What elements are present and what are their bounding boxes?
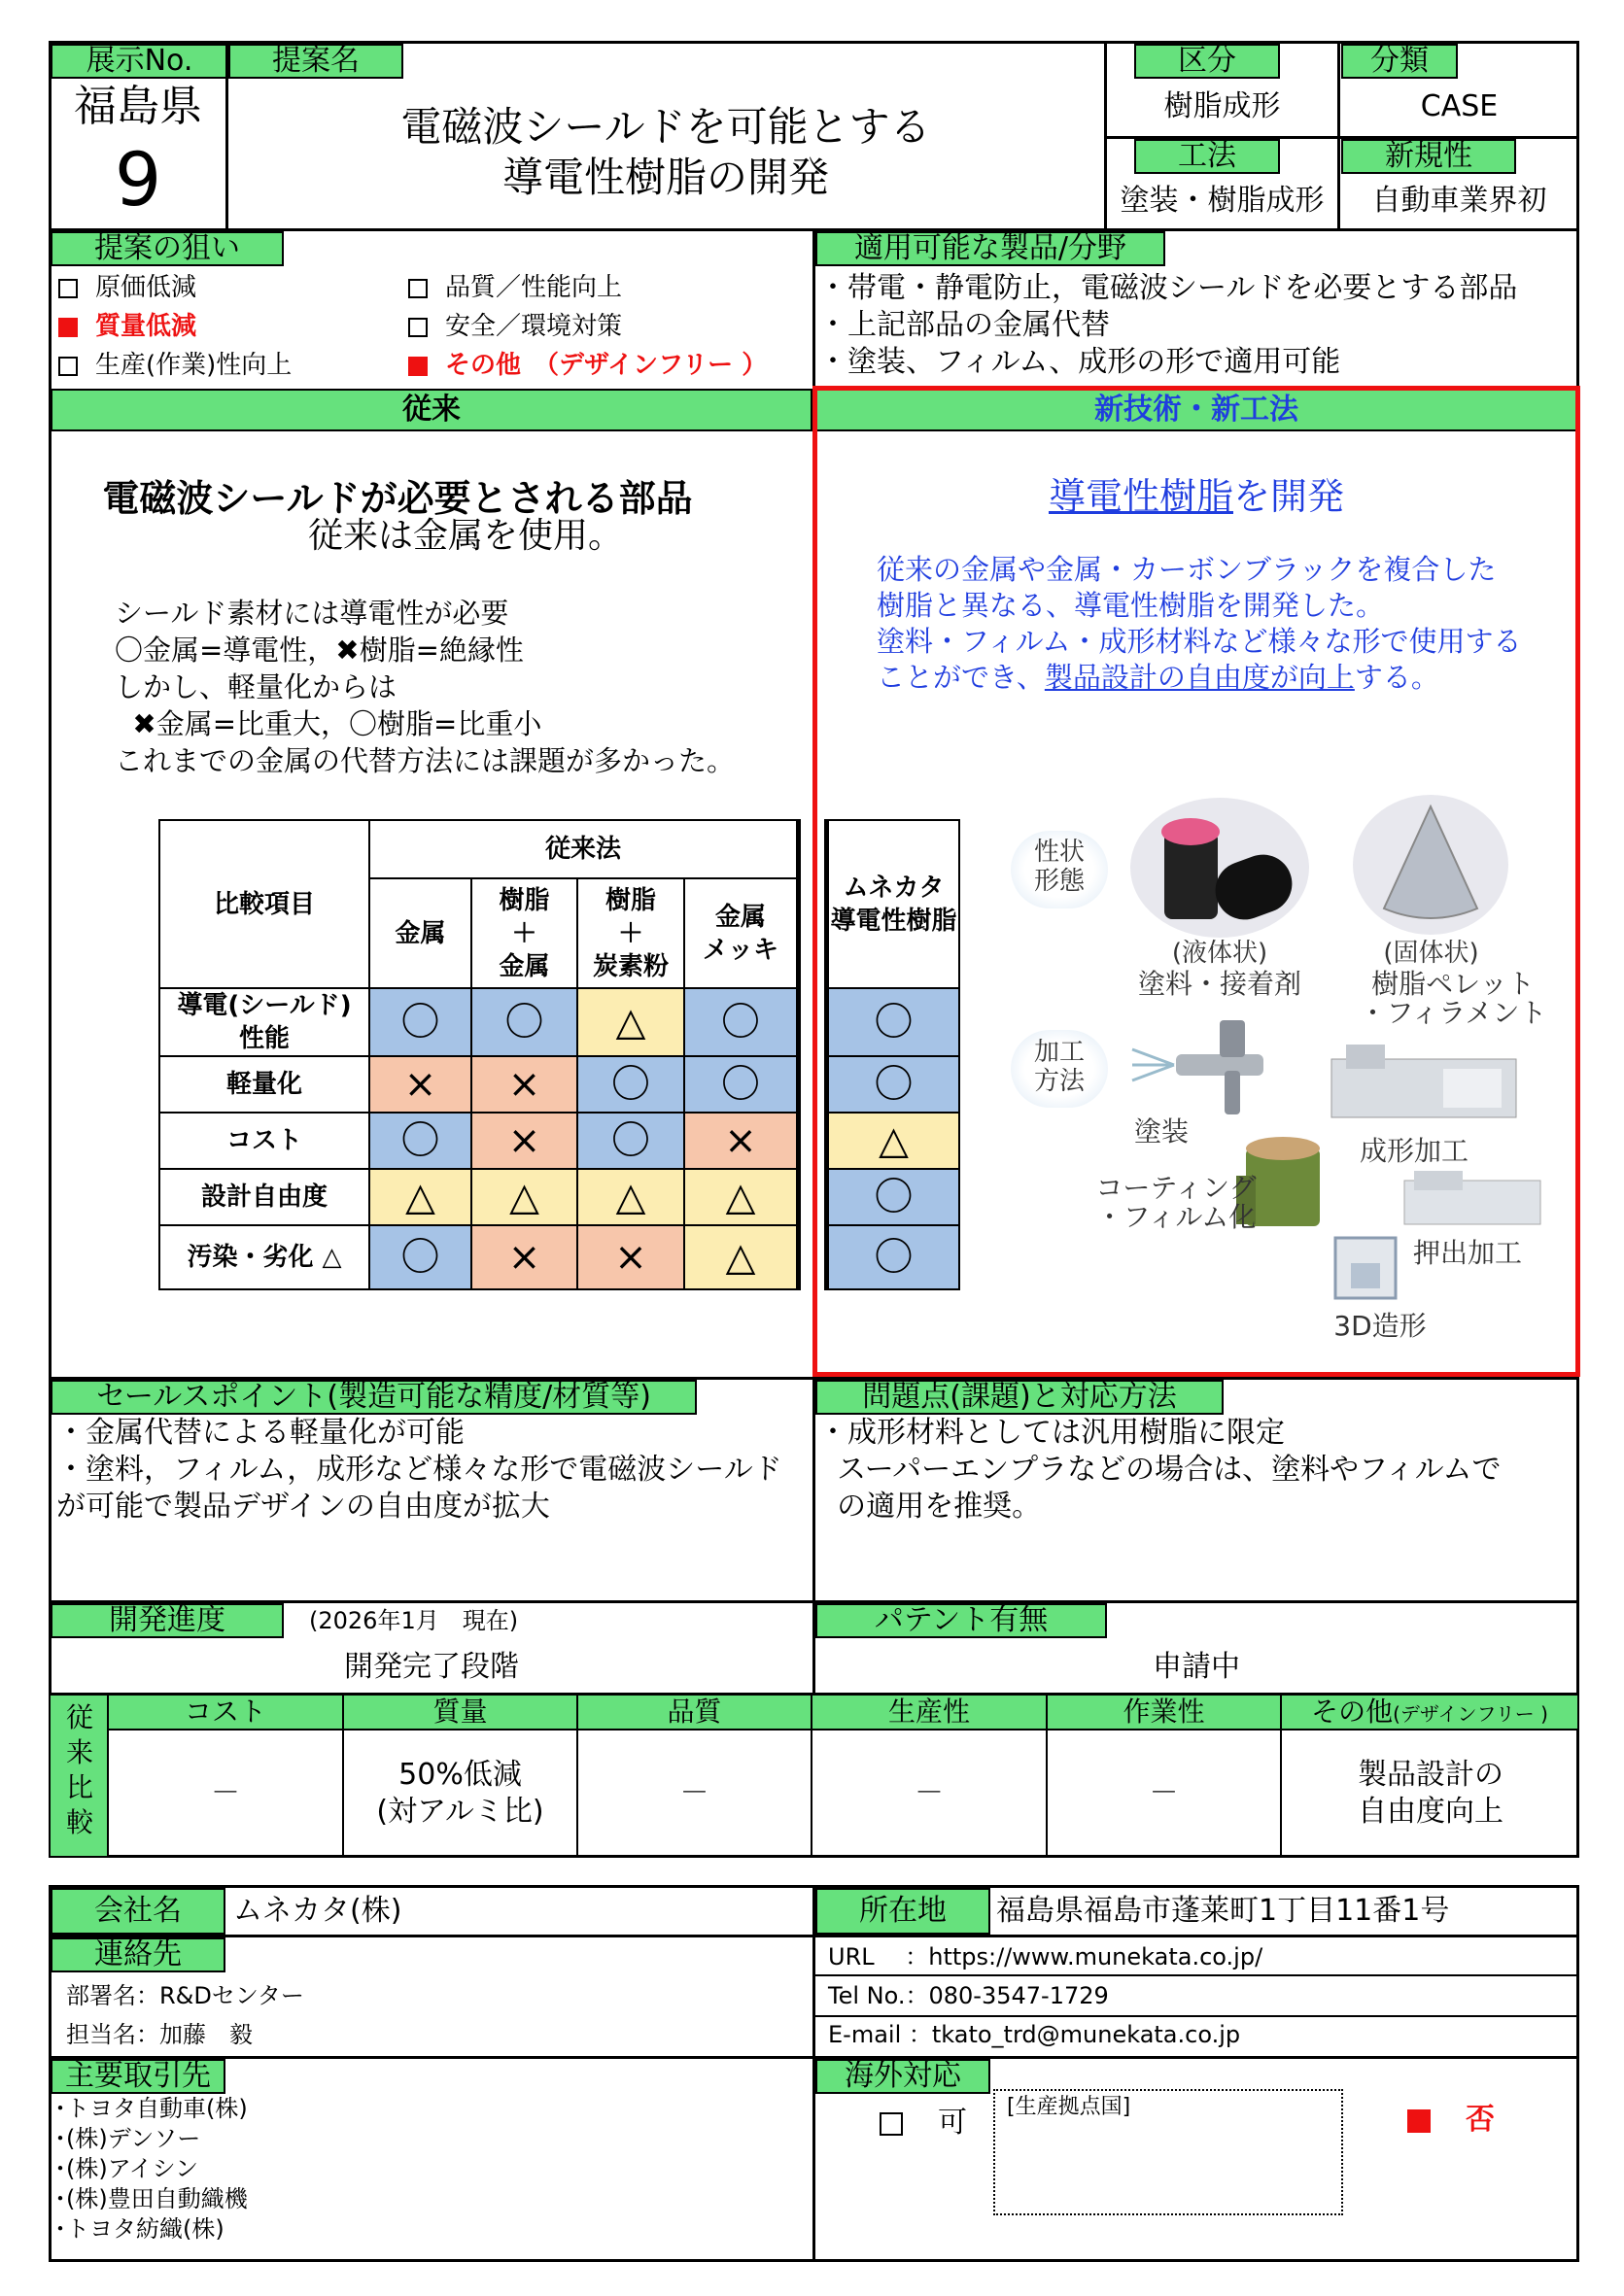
aims-item-3: [408, 309, 622, 344]
extruder-icon: [1399, 1166, 1545, 1234]
table-cell: 〇: [470, 987, 578, 1057]
checkbox-icon: [880, 2112, 903, 2136]
process-value: 塗装・樹脂成形: [1120, 184, 1325, 218]
category-label: 区分: [1134, 44, 1280, 79]
conventional-body-line: しかし、軽量化からは: [115, 670, 397, 703]
location: 福島県福島市蓬莱町1丁目11番1号: [996, 1894, 1450, 1928]
comparison-header-label: 生産性: [887, 1696, 970, 1728]
checkbox-icon: [408, 318, 428, 337]
comparison-value: －: [812, 1731, 1048, 1856]
table-col-header: 金属 メッキ: [683, 877, 798, 989]
table-cell: 〇: [576, 1055, 685, 1114]
table-cell: ×: [470, 1224, 578, 1290]
aims-item-label: 原価低減: [95, 273, 197, 302]
table-new-cell: 〇: [827, 1055, 960, 1114]
classification-value: CASE: [1420, 89, 1499, 123]
customer-item: ･(株)豊田自動織機: [54, 2185, 248, 2212]
aims-item-label: 質量低減: [95, 312, 197, 341]
progress-label: 開発進度: [51, 1603, 284, 1638]
comparison-header-label: その他: [1311, 1696, 1394, 1728]
liquid-jar-image: [1127, 795, 1312, 941]
table-col-header: 樹脂 ＋ 金属: [470, 877, 578, 989]
table-new-header: ムネカタ 導電性樹脂: [827, 819, 960, 989]
applicable-line-2: ・塗装、フィルム、成形の形で適用可能: [818, 345, 1341, 379]
table-row-label: 導電(シールド) 性能: [158, 987, 370, 1057]
overseas-no-label: 否: [1466, 2103, 1495, 2137]
issues-label: 問題点(課題)と対応方法: [815, 1380, 1224, 1415]
overseas-no[interactable]: [1407, 2102, 1495, 2139]
table-cell: △: [683, 1224, 798, 1290]
extrusion-label: 押出加工: [1412, 1237, 1522, 1269]
spray-gun-icon: [1127, 1011, 1293, 1117]
customers-list: [54, 2094, 248, 2245]
table-cell: ×: [683, 1112, 798, 1170]
sales-point-line: が可能で製品デザインの自由度が拡大: [56, 1490, 550, 1524]
patent-label: パテント有無: [815, 1603, 1107, 1638]
aims-item-1: [408, 270, 622, 305]
exhibit-no-label: 展示No.: [51, 44, 228, 79]
table-row-label: コスト: [158, 1112, 370, 1170]
person: 担当名：加藤 毅: [66, 2021, 253, 2048]
checked-box-icon: [408, 357, 428, 376]
novelty-value: 自動車業界初: [1371, 184, 1547, 218]
table-cell: 〇: [368, 987, 472, 1057]
table-new-cell: 〇: [827, 1168, 960, 1226]
conventional-heading2: 従来は金属を使用。: [307, 516, 623, 556]
customers-label: 主要取引先: [51, 2059, 225, 2094]
table-new-cell: 〇: [827, 987, 960, 1057]
table-cell: 〇: [368, 1224, 472, 1290]
applicable-line-1: ・上記部品の金属代替: [818, 308, 1110, 342]
coating-label: コーティング ・フィルム化: [1095, 1172, 1257, 1233]
painting-label: 塗装: [1133, 1115, 1189, 1148]
customer-item: ･トヨタ自動車(株): [54, 2095, 248, 2122]
comparison-header: [1048, 1696, 1282, 1731]
table-new-cell: 〇: [827, 1224, 960, 1290]
comparison-side-text: 従 来 比 較: [65, 1701, 93, 1838]
heading-link[interactable]: 導電性樹脂: [1048, 475, 1233, 518]
progress-status: 開発完了段階: [344, 1650, 519, 1684]
overseas-yes[interactable]: [880, 2105, 967, 2142]
customer-item: ･(株)アイシン: [54, 2155, 198, 2182]
table-cell: 〇: [683, 1055, 798, 1114]
conventional-body: [115, 595, 735, 779]
process-method-label: 加工 方法: [1033, 1038, 1085, 1096]
sales-point-line: ・塗料，フィルム，成形など様々な形で電磁波シールド: [56, 1453, 782, 1487]
aims-item-label: 品質／性能向上: [445, 273, 623, 302]
table-col-header: 樹脂 ＋ 炭素粉: [576, 877, 685, 989]
liquid-label: (液体状): [1171, 939, 1268, 968]
table-item-header: 比較項目: [158, 819, 370, 989]
proposal-title-line1: 電磁波シールドを可能とする: [400, 103, 931, 151]
resin-pellet-image: [1351, 792, 1511, 938]
conventional-body-line: シールド素材には導電性が必要: [115, 597, 509, 630]
aims-item-5: [408, 348, 767, 383]
comparison-header-label: 品質: [667, 1696, 722, 1728]
comparison-value: 50%低減 (対アルミ比): [344, 1731, 578, 1856]
new-tech-body-line: 従来の金属や金属・カーボンブラックを複合した: [877, 553, 1497, 586]
new-tech-body-line: 樹脂と異なる、導電性樹脂を開発した。: [877, 589, 1385, 622]
customer-item: ･(株)デンソー: [54, 2125, 201, 2152]
patent-status: 申請中: [1153, 1650, 1240, 1684]
table-cell: 〇: [683, 987, 798, 1057]
department: 部署名：R&Dセンター: [66, 1982, 304, 2009]
email[interactable]: E-mail ：tkato_trd@munekata.co.jp: [828, 2021, 1241, 2048]
comparison-header: [109, 1696, 344, 1731]
aims-item-label: 生産(作業)性向上: [95, 351, 293, 380]
3d-printing-label: 3D造形: [1333, 1310, 1427, 1342]
issue-line: スーパーエンプラなどの場合は、塗料やフィルムで: [818, 1453, 1502, 1487]
tel: Tel No.：080-3547-1729: [828, 1982, 1109, 2009]
comparison-header: [812, 1696, 1048, 1731]
3d-printer-icon: [1331, 1234, 1399, 1302]
contact-label: 連絡先: [51, 1937, 225, 1972]
conventional-body-line: ✖金属=比重大，〇樹脂=比重小: [115, 707, 542, 740]
new-tech-body: [877, 552, 1522, 696]
exhibit-number: 9: [114, 136, 162, 223]
checkbox-icon: [58, 279, 78, 298]
checkbox-icon: [58, 357, 78, 376]
table-cell: △: [470, 1168, 578, 1226]
comparison-value: 製品設計の 自由度向上: [1358, 1757, 1503, 1829]
table-cell: △: [576, 987, 685, 1057]
classification-label: 分類: [1341, 44, 1458, 79]
property-label: 性状 形態: [1033, 838, 1085, 896]
checkbox-icon: [408, 279, 428, 298]
molding-label: 成形加工: [1359, 1135, 1469, 1167]
comparison-header-suffix: (デザインフリー ): [1393, 1702, 1548, 1726]
aims-item-label: 安全／環境対策: [445, 312, 623, 341]
heading-rest: を開発: [1233, 475, 1345, 518]
aims-item-label: その他 （デザインフリー ）: [445, 351, 768, 380]
aims-item-2: [58, 309, 196, 344]
applicable-line-0: ・帯電・静電防止，電磁波シールドを必要とする部品: [818, 271, 1518, 305]
comparison-header: [1282, 1696, 1579, 1731]
aims-item-0: [58, 270, 196, 305]
comparison-value: －: [1048, 1731, 1282, 1856]
new-tech-heading: [815, 474, 1577, 519]
new-tech-body-text: する。: [1354, 661, 1439, 694]
table-new-cell: △: [827, 1112, 960, 1170]
comparison-header: [578, 1696, 812, 1731]
table-cell: △: [576, 1168, 685, 1226]
comparison-header-label: 質量: [432, 1696, 488, 1728]
comparison-header: [344, 1696, 578, 1731]
table-row-label: 汚染・劣化 △: [158, 1224, 370, 1290]
company-name-label: 会社名: [51, 1888, 225, 1935]
conventional-body-line: これまでの金属の代替方法には課題が多かった。: [115, 744, 736, 777]
issues-body: [818, 1415, 1501, 1525]
table-cell: ×: [470, 1112, 578, 1170]
prefecture: 福島県: [74, 82, 202, 131]
comparison-header-label: コスト: [184, 1696, 266, 1728]
sales-points-body: [56, 1415, 782, 1525]
url[interactable]: URL ：https://www.munekata.co.jp/: [828, 1943, 1263, 1970]
table-cell: ×: [368, 1055, 472, 1114]
aims-label: 提案の狙い: [51, 231, 284, 266]
table-row-label: 軽量化: [158, 1055, 370, 1114]
comparison-value: －: [109, 1731, 344, 1856]
conventional-heading1: 電磁波シールドが必要とされる部品: [102, 477, 693, 520]
aims-item-4: [58, 348, 292, 383]
table-cell: △: [683, 1168, 798, 1226]
process-label: 工法: [1134, 139, 1280, 174]
production-base-label: [生産拠点国]: [1007, 2095, 1131, 2119]
liquid-desc: 塗料・接着剤: [1137, 968, 1301, 1000]
sales-points-label: セールスポイント(製造可能な精度/材質等): [51, 1380, 697, 1415]
category-value: 樹脂成形: [1163, 89, 1281, 123]
table-cell: 〇: [368, 1112, 472, 1170]
molding-machine-icon: [1327, 1035, 1521, 1127]
table-cell: ×: [470, 1055, 578, 1114]
new-tech-body-line: 塗料・フィルム・成形材料など様々な形で使用する: [877, 625, 1522, 658]
checked-box-icon: [1407, 2109, 1431, 2133]
checked-box-icon: [58, 318, 78, 337]
sales-point-line: ・金属代替による軽量化が可能: [56, 1416, 465, 1450]
table-cell: △: [368, 1168, 472, 1226]
location-label: 所在地: [815, 1888, 990, 1935]
overseas-yes-label: 可: [938, 2106, 967, 2140]
new-tech-body-text: ことができ、: [877, 661, 1045, 694]
solid-desc: 樹脂ペレット ・フィラメント: [1359, 968, 1547, 1029]
applicable-label: 適用可能な製品/分野: [815, 231, 1165, 266]
new-tech-header: 新技術・新工法: [815, 389, 1577, 431]
company-name: ムネカタ(株): [233, 1894, 402, 1928]
customer-item: ･トヨタ紡織(株): [54, 2215, 225, 2243]
comparison-value: －: [578, 1731, 812, 1856]
table-col-header: 金属: [368, 877, 472, 989]
progress-date: (2026年1月 現在): [309, 1607, 519, 1634]
solid-label: (固体状): [1383, 939, 1479, 968]
issue-line: の適用を推奨。: [818, 1490, 1042, 1524]
table-group-header: 従来法: [368, 819, 798, 879]
conventional-header: 従来: [51, 389, 812, 431]
table-cell: ×: [576, 1224, 685, 1290]
new-tech-body-link[interactable]: 製品設計の自由度が向上: [1044, 661, 1355, 694]
proposal-name-label: 提案名: [228, 44, 403, 79]
comparison-header-label: 作業性: [1123, 1696, 1205, 1728]
overseas-label: 海外対応: [815, 2059, 990, 2094]
proposal-title-line2: 導電性樹脂の開発: [501, 154, 829, 201]
table-cell: 〇: [576, 1112, 685, 1170]
table-row-label: 設計自由度: [158, 1168, 370, 1226]
novelty-label: 新規性: [1341, 139, 1516, 174]
conventional-body-line: 〇金属=導電性，✖樹脂=絶縁性: [115, 634, 524, 667]
issue-line: ・成形材料としては汎用樹脂に限定: [818, 1416, 1285, 1450]
